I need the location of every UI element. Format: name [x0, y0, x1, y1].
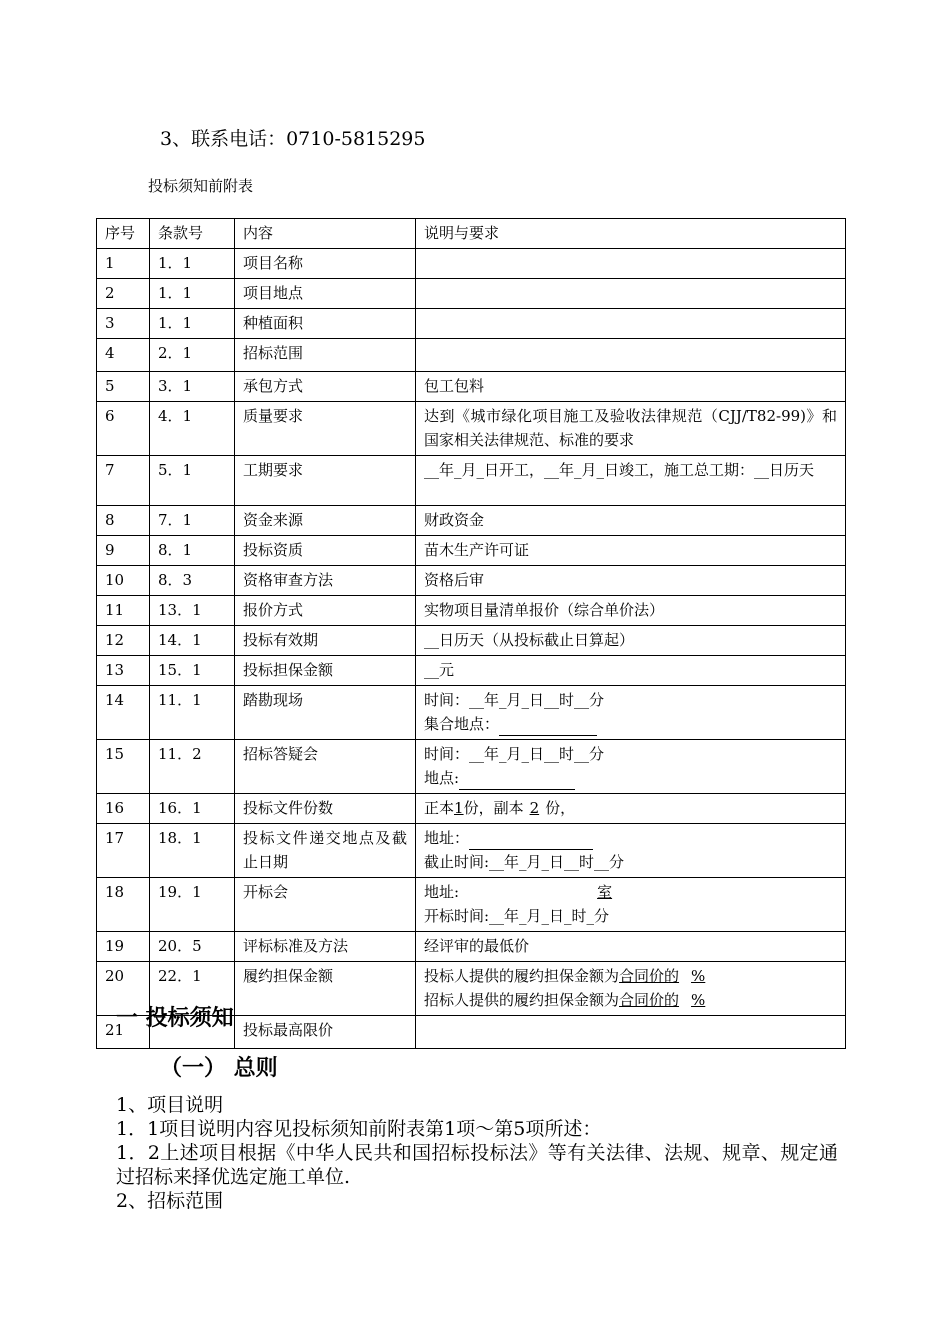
paragraph: 1、项目说明	[116, 1094, 224, 1116]
table-header-row	[97, 219, 846, 249]
desc-line	[424, 988, 837, 1012]
table-row	[97, 824, 846, 878]
table-row	[97, 878, 846, 932]
section-heading: 一 投标须知	[116, 1005, 234, 1031]
row-no: 6	[97, 402, 150, 456]
table-row	[97, 456, 846, 506]
header-cell: 条款号	[150, 219, 235, 249]
row-clause: 22．1	[150, 962, 235, 1016]
row-no: 9	[97, 536, 150, 566]
table-row	[97, 656, 846, 686]
row-content: 报价方式	[235, 596, 416, 626]
row-desc: 财政资金	[416, 506, 846, 536]
desc-text: 招标人提供的履约担保金额为	[424, 991, 620, 1009]
contact-phone-line: 3、联系电话：0710-5815295	[160, 128, 426, 150]
desc-value: 合同价的	[619, 991, 680, 1009]
row-clause: 4．1	[150, 402, 235, 456]
table-row	[97, 932, 846, 962]
row-clause: 3．1	[150, 372, 235, 402]
row-desc	[416, 878, 846, 932]
row-content: 工期要求	[235, 456, 416, 506]
row-no: 19	[97, 932, 150, 962]
row-desc: 经评审的最低价	[416, 932, 846, 962]
row-clause: 1．1	[150, 309, 235, 339]
row-clause: 19．1	[150, 878, 235, 932]
row-desc: 资格后审	[416, 566, 846, 596]
row-desc	[416, 962, 846, 1016]
table-row	[97, 309, 846, 339]
desc-value: 合同价的	[619, 967, 680, 985]
row-no: 20	[97, 962, 150, 1016]
row-desc	[416, 249, 846, 279]
header-cell: 内容	[235, 219, 416, 249]
header-cell: 说明与要求	[416, 219, 846, 249]
row-no: 7	[97, 456, 150, 506]
desc-text: 份，副本	[463, 799, 524, 817]
row-content: 投标文件份数	[235, 794, 416, 824]
row-content: 投标有效期	[235, 626, 416, 656]
row-no: 11	[97, 596, 150, 626]
row-desc	[416, 279, 846, 309]
row-clause: 13．1	[150, 596, 235, 626]
row-content: 踏勘现场	[235, 686, 416, 740]
row-no: 13	[97, 656, 150, 686]
row-content: 资金来源	[235, 506, 416, 536]
row-desc	[416, 686, 846, 740]
desc-line: 时间：__年_月_日__时__分	[424, 745, 605, 763]
desc-line	[424, 766, 837, 790]
fill-in-blank	[469, 832, 593, 850]
bid-instructions-appendix-table	[96, 218, 846, 1049]
table-row	[97, 402, 846, 456]
table-row	[97, 249, 846, 279]
row-no: 8	[97, 506, 150, 536]
row-no: 2	[97, 279, 150, 309]
row-clause: 1．1	[150, 279, 235, 309]
row-desc: 达到《城市绿化项目施工及验收法律规范（CJJ/T82-99)》和国家相关法律规范、标准的要求	[416, 402, 846, 456]
header-cell: 序号	[97, 219, 150, 249]
table-row	[97, 506, 846, 536]
desc-line	[424, 826, 837, 850]
row-clause: 18．1	[150, 824, 235, 878]
row-clause: 5．1	[150, 456, 235, 506]
desc-line: 时间：__年_月_日__时__分	[424, 691, 605, 709]
row-clause: 14．1	[150, 626, 235, 656]
row-desc	[416, 740, 846, 794]
row-content: 种植面积	[235, 309, 416, 339]
row-content: 评标标准及方法	[235, 932, 416, 962]
fill-in-blank	[459, 772, 575, 790]
row-clause: 11．1	[150, 686, 235, 740]
table-row	[97, 566, 846, 596]
table-row	[97, 339, 846, 372]
row-clause: 1．1	[150, 249, 235, 279]
row-no: 18	[97, 878, 150, 932]
row-clause: 8．1	[150, 536, 235, 566]
desc-text: 地址：	[424, 829, 470, 847]
desc-line: 开标时间:__年_月_日_时_分	[424, 907, 610, 925]
row-no: 14	[97, 686, 150, 740]
row-no: 12	[97, 626, 150, 656]
row-clause: 8．3	[150, 566, 235, 596]
row-no: 16	[97, 794, 150, 824]
row-content: 投标最高限价	[235, 1016, 416, 1049]
row-no: 3	[97, 309, 150, 339]
row-content: 开标会	[235, 878, 416, 932]
body-text	[116, 1093, 838, 1213]
table-row	[97, 279, 846, 309]
row-content: 招标范围	[235, 339, 416, 372]
row-content: 投标担保金额	[235, 656, 416, 686]
paragraph: 1．2上述项目根据《中华人民共和国招标投标法》等有关法律、法规、规章、规定通过招标来择优选定施工单位.	[116, 1142, 838, 1188]
desc-line	[424, 712, 837, 736]
row-no: 10	[97, 566, 150, 596]
desc-text: 投标人提供的履约担保金额为	[424, 967, 620, 985]
desc-value: %	[691, 991, 706, 1009]
row-no: 21	[97, 1016, 150, 1049]
row-no: 4	[97, 339, 150, 372]
subsection-heading: （一） 总则	[160, 1055, 278, 1081]
row-desc	[416, 794, 846, 824]
row-content: 项目名称	[235, 249, 416, 279]
desc-text: 地点:	[424, 769, 460, 787]
row-desc	[416, 824, 846, 878]
row-content: 投标资质	[235, 536, 416, 566]
desc-line	[424, 964, 837, 988]
row-clause: 16．1	[150, 794, 235, 824]
desc-value: 2	[529, 799, 540, 817]
row-clause: 15．1	[150, 656, 235, 686]
row-desc: __元	[416, 656, 846, 686]
row-content: 招标答疑会	[235, 740, 416, 794]
row-no: 17	[97, 824, 150, 878]
row-clause: 7．1	[150, 506, 235, 536]
desc-text: 份，	[545, 799, 576, 817]
row-desc: 实物项目量清单报价（综合单价法）	[416, 596, 846, 626]
fill-in-blank	[499, 718, 597, 736]
desc-value: %	[691, 967, 706, 985]
desc-line: 截止时间:__年_月_日__时__分	[424, 853, 625, 871]
desc-value: 室	[597, 883, 613, 901]
row-content: 资格审查方法	[235, 566, 416, 596]
table-row	[97, 794, 846, 824]
row-desc: 包工包料	[416, 372, 846, 402]
desc-text: 地址:	[424, 883, 460, 901]
table-row	[97, 372, 846, 402]
desc-line	[424, 880, 837, 904]
row-content: 履约担保金额	[235, 962, 416, 1016]
row-desc	[416, 1016, 846, 1049]
row-desc: __日历天（从投标截止日算起）	[416, 626, 846, 656]
row-content: 质量要求	[235, 402, 416, 456]
table-row	[97, 596, 846, 626]
row-no: 5	[97, 372, 150, 402]
row-desc: 苗木生产许可证	[416, 536, 846, 566]
row-content: 项目地点	[235, 279, 416, 309]
desc-value: 1	[454, 799, 464, 817]
row-desc	[416, 339, 846, 372]
row-no: 15	[97, 740, 150, 794]
desc-text: 集合地点：	[424, 715, 500, 733]
row-content: 承包方式	[235, 372, 416, 402]
table-row	[97, 536, 846, 566]
row-clause: 20．5	[150, 932, 235, 962]
row-content: 投标文件递交地点及截止日期	[235, 824, 416, 878]
table-row	[97, 626, 846, 656]
paragraph: 1．1项目说明内容见投标须知前附表第1项～第5项所述：	[116, 1118, 602, 1140]
row-desc: __年_月_日开工，__年_月_日竣工，施工总工期：__日历天	[416, 456, 846, 506]
desc-text: 正本	[424, 799, 455, 817]
paragraph: 2、招标范围	[116, 1190, 224, 1212]
row-no: 1	[97, 249, 150, 279]
row-clause: 11．2	[150, 740, 235, 794]
table-row	[97, 740, 846, 794]
table-row	[97, 686, 846, 740]
row-desc	[416, 309, 846, 339]
row-clause: 2．1	[150, 339, 235, 372]
table-title: 投标须知前附表	[148, 177, 254, 195]
